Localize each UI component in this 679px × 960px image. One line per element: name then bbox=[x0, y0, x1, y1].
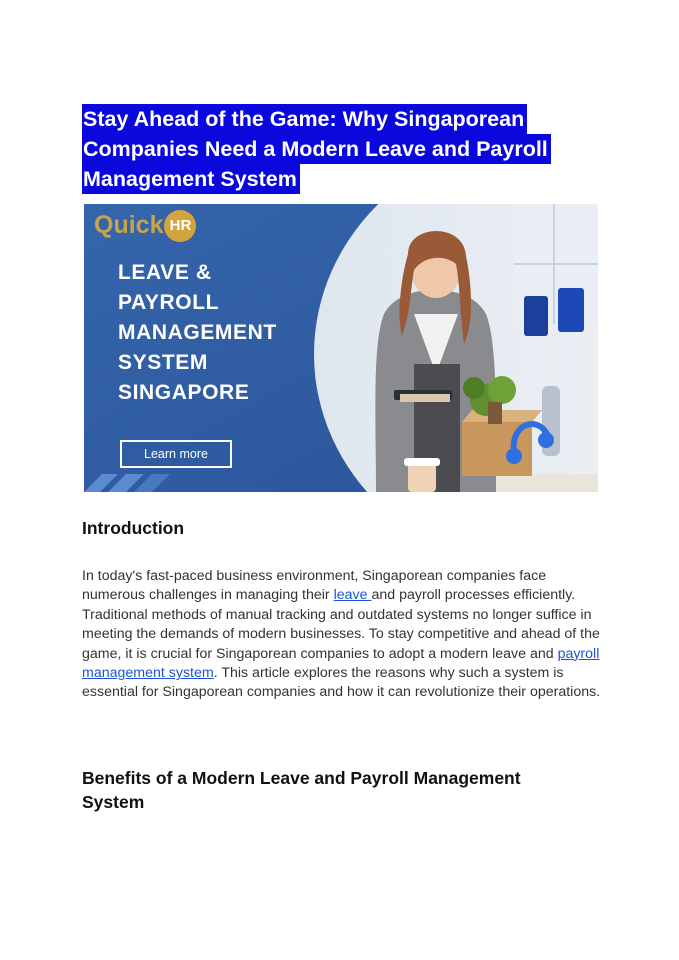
title-line: Management System bbox=[82, 164, 300, 194]
quickhr-logo bbox=[94, 210, 196, 242]
title-line: Companies Need a Modern Leave and Payroll bbox=[82, 134, 551, 164]
learn-more-button[interactable]: Learn more bbox=[120, 440, 232, 468]
banner-heading-line: SYSTEM bbox=[118, 351, 208, 374]
intro-text: and payroll processes efficiently. Traditional methods of manual tracking and outdated systems no longer suffice in meeting the demands of modern businesses. To stay competitive and ahead of the game, it is crucial for Singaporean companies to adopt a modern leave and bbox=[82, 587, 600, 662]
intro-text: In today's fast-paced business environment, Singaporean companies face numerous challenges in managing their bbox=[82, 568, 547, 604]
article-title bbox=[82, 104, 602, 194]
benefits-heading: Benefits of a Modern Leave and Payroll Management System bbox=[82, 768, 521, 812]
banner-heading-line: SINGAPORE bbox=[118, 381, 250, 404]
banner-heading-line: LEAVE & bbox=[118, 261, 212, 284]
logo-badge: HR bbox=[164, 210, 196, 242]
payroll-management-system-link[interactable]: payroll management system bbox=[82, 645, 600, 682]
introduction-paragraph bbox=[82, 567, 602, 703]
logo-text: Quick bbox=[94, 211, 164, 239]
title-line: Stay Ahead of the Game: Why Singaporean bbox=[82, 104, 527, 134]
banner-heading bbox=[118, 258, 277, 408]
leave-link[interactable]: leave bbox=[333, 587, 372, 604]
intro-text: . This article explores the reasons why such a system is essential for Singaporean companies and how it can revolutionize their operations. bbox=[82, 665, 601, 701]
promo-banner[interactable] bbox=[84, 204, 598, 492]
banner-heading-line: MANAGEMENT bbox=[118, 321, 277, 344]
banner-heading-line: PAYROLL bbox=[118, 291, 220, 314]
introduction-heading: Introduction bbox=[82, 518, 185, 538]
